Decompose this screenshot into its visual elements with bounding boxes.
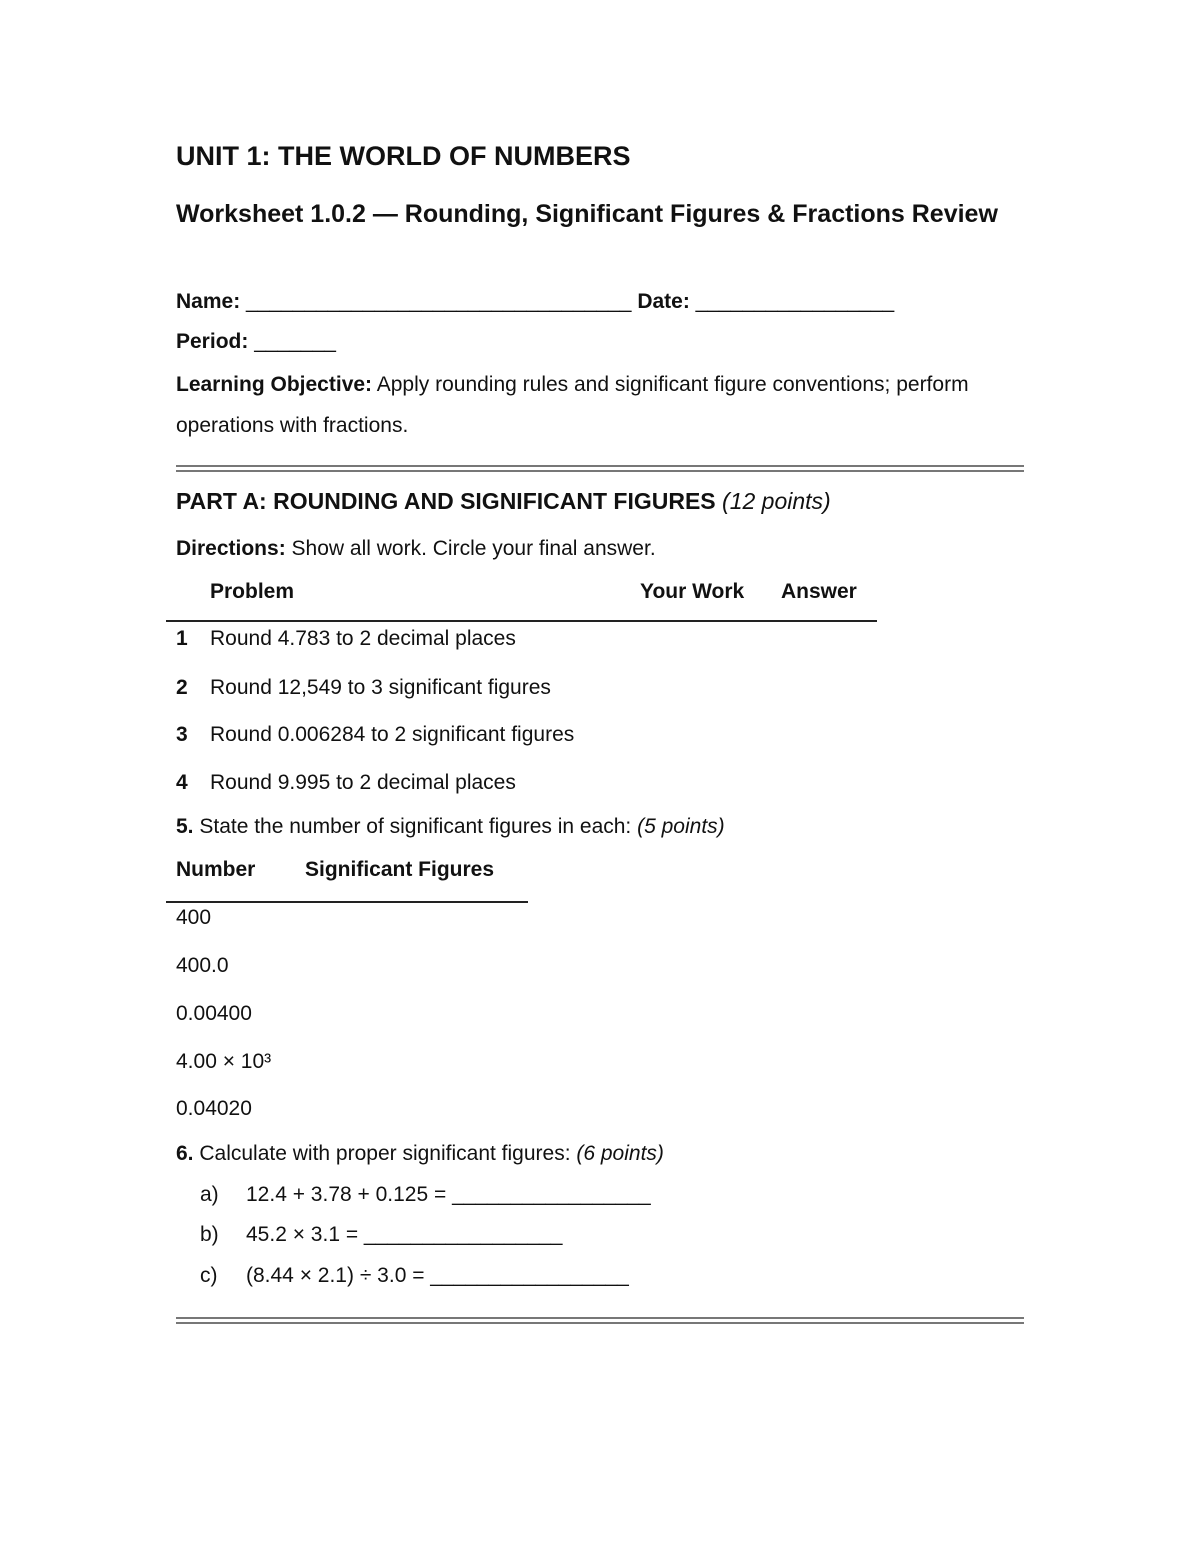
calculation-expression[interactable]: 12.4 + 3.78 + 0.125 = _________________ (246, 1183, 651, 1206)
q6-points: (6 points) (576, 1142, 664, 1165)
sig-number: 4.00 × 10³ (176, 1050, 272, 1073)
header-significant-figures: Significant Figures (305, 858, 495, 881)
calculation-letter: c) (200, 1264, 218, 1287)
sig-number: 400.0 (176, 954, 229, 977)
unit-title: UNIT 1: THE WORLD OF NUMBERS (176, 141, 631, 171)
name-date-line (176, 290, 894, 314)
section-divider-top (176, 465, 1024, 472)
period-label: Period: (176, 330, 249, 353)
problem-text: Round 9.995 to 2 decimal places (210, 771, 516, 794)
q6-text: Calculate with proper significant figures: (193, 1142, 577, 1165)
calculation-expression[interactable]: 45.2 × 3.1 = _________________ (246, 1223, 563, 1246)
header-answer: Answer (781, 580, 857, 603)
problem-number: 2 (176, 676, 188, 699)
calculation-letter: b) (200, 1223, 219, 1246)
worksheet-title: Worksheet 1.0.2 — Rounding, Significant Figures & Fractions Review (176, 200, 998, 228)
calculation-item (200, 1223, 562, 1247)
objective-label: Learning Objective: (176, 373, 373, 396)
name-label: Name: (176, 290, 241, 313)
problem-text: Round 0.006284 to 2 significant figures (210, 723, 575, 746)
problem-number: 3 (176, 723, 188, 746)
header-number: Number (176, 858, 256, 881)
header-your-work: Your Work (640, 580, 745, 603)
directions (176, 537, 656, 561)
problem-table-rule (166, 620, 877, 622)
q5-number: 5. (176, 815, 194, 838)
header-problem: Problem (210, 580, 295, 603)
date-blank[interactable]: _________________ (695, 290, 895, 313)
calculation-item (200, 1264, 629, 1288)
sig-table-rule (166, 901, 528, 903)
directions-label: Directions: (176, 537, 286, 560)
part-a-points: (12 points) (722, 488, 831, 514)
problem-number: 4 (176, 771, 188, 794)
name-blank[interactable]: _________________________________ (246, 290, 632, 313)
q6-number: 6. (176, 1142, 194, 1165)
calculation-expression[interactable]: (8.44 × 2.1) ÷ 3.0 = _________________ (246, 1264, 629, 1287)
part-a-title: PART A: ROUNDING AND SIGNIFICANT FIGURES (176, 488, 716, 514)
sig-number: 0.04020 (176, 1097, 252, 1120)
problem-number: 1 (176, 627, 188, 650)
sig-number: 0.00400 (176, 1002, 252, 1025)
date-label: Date: (637, 290, 690, 313)
calculation-item (200, 1183, 651, 1207)
calculation-letter: a) (200, 1183, 219, 1206)
objective-text: Apply rounding rules and significant figure conventions; perform operations with fractions. (176, 373, 969, 437)
part-a-heading (176, 488, 831, 515)
question-5 (176, 815, 725, 839)
q5-points: (5 points) (637, 815, 725, 838)
sig-number: 400 (176, 906, 212, 929)
q5-text: State the number of significant figures in each: (193, 815, 638, 838)
problem-text: Round 12,549 to 3 significant figures (210, 676, 551, 699)
directions-text: Show all work. Circle your final answer. (285, 537, 656, 560)
question-6 (176, 1142, 664, 1166)
period-blank[interactable]: _______ (254, 330, 336, 353)
section-divider-bottom (176, 1317, 1024, 1324)
learning-objective (176, 364, 1016, 446)
period-line (176, 330, 336, 354)
problem-text: Round 4.783 to 2 decimal places (210, 627, 516, 650)
